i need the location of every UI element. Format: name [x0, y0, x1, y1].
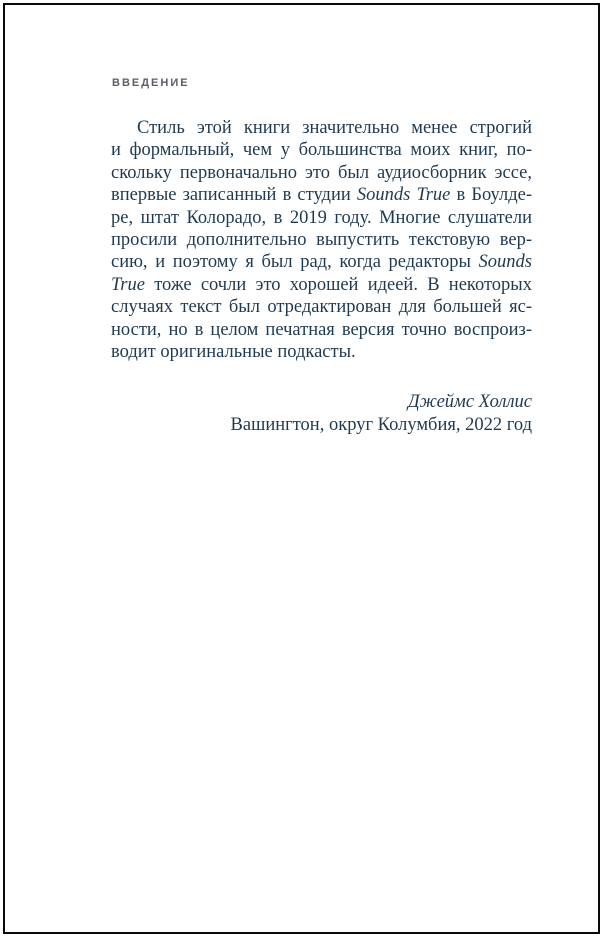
- body-paragraph: [111, 117, 532, 363]
- page-content: [111, 0, 532, 940]
- text-segment: скольку первоначально это был аудиосборник эссе,: [111, 162, 532, 183]
- paragraph-line: [111, 117, 532, 139]
- text-segment: и формальный, чем у большинства моих книг, по-: [111, 140, 532, 161]
- paragraph-line: [111, 139, 532, 161]
- paragraph-line: [111, 296, 532, 318]
- italic-text-segment: Sounds: [478, 252, 532, 273]
- italic-text-segment: Sounds True: [356, 185, 451, 206]
- text-segment: ре, штат Колорадо, в 2019 году. Многие слушатели: [111, 207, 532, 228]
- paragraph-line: [111, 274, 532, 296]
- text-segment: ности, но в целом печатная версия точно воспроиз-: [111, 319, 532, 340]
- paragraph-line: [111, 341, 532, 363]
- paragraph-line: [111, 319, 532, 341]
- text-segment: сию, и поэтому я был рад, когда редакторы: [111, 252, 479, 273]
- paragraph-line: [111, 207, 532, 229]
- text-segment: просили дополнительно выпустить текстовую вер-: [111, 229, 532, 250]
- signature-block: [111, 391, 532, 437]
- text-segment: впервые записанный в студии: [111, 185, 357, 206]
- text-segment: тоже сочли это хорошей идеей. В некоторых: [144, 274, 532, 295]
- paragraph-line: [111, 251, 532, 273]
- text-segment: в Боулде-: [450, 185, 532, 206]
- text-segment: Стиль этой книги значительно менее строгий: [137, 118, 532, 138]
- signature-author: Джеймс Холлис: [407, 392, 532, 412]
- chapter-header: ВВЕДЕНИЕ: [112, 77, 190, 89]
- paragraph-line: [111, 229, 532, 251]
- signature-place-date: Вашингтон, округ Колумбия, 2022 год: [230, 415, 532, 435]
- italic-text-segment: True: [111, 274, 145, 295]
- text-segment: случаях текст был отредактирован для большей яс-: [111, 297, 532, 318]
- paragraph-line: [111, 184, 532, 206]
- text-segment: водит оригинальные подкасты.: [111, 341, 356, 362]
- paragraph-line: [111, 162, 532, 184]
